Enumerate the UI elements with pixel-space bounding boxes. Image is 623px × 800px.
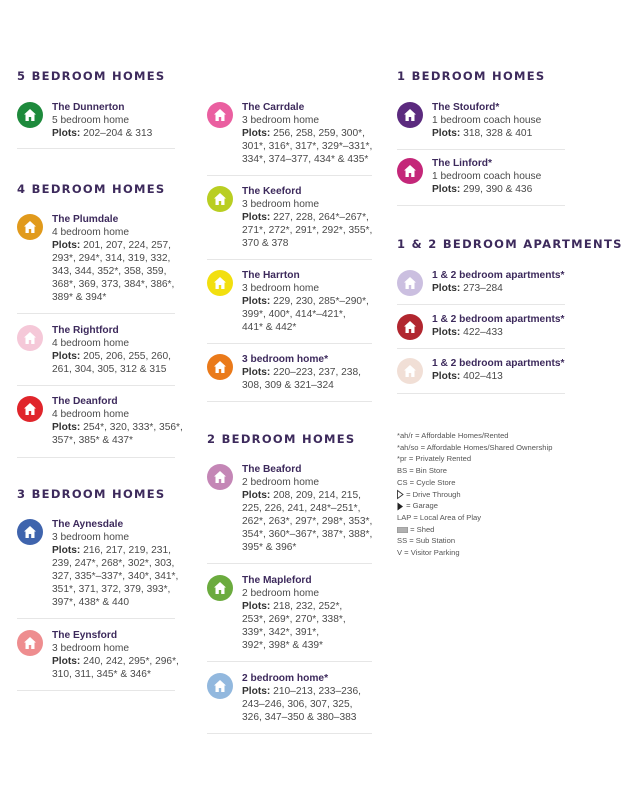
legend-item: LAP = Local Area of Play [397,512,482,522]
plots-label: Plots: [52,422,81,433]
plots-line: 392*, 398* & 439* [242,640,324,651]
section-title-5-bedroom: 5 BEDROOM HOMES [17,69,166,83]
plots-value: 229, 230, 285*–290*, [273,296,369,307]
home-name: The Beaford [242,464,302,475]
plots-label: Plots: [242,686,271,697]
plots-line: 293*, 294*, 314, 319, 332, [52,253,171,264]
divider [397,393,565,394]
home-type: 3 bedroom home [52,643,130,654]
home-name: The Dunnerton [52,102,125,113]
home-type: 1 bedroom coach house [432,115,542,126]
divider [17,618,175,619]
house-icon [207,270,233,296]
home-name: The Linford* [432,158,492,169]
home-name: The Plumdale [52,214,119,225]
divider [17,148,175,149]
plots-line: 301*, 316*, 317*, 329*–331*, [242,141,373,152]
divider [397,205,565,206]
legend-label: = Shed [408,524,435,534]
plots-value: 208, 209, 214, 215, [273,490,361,501]
plots-value: 240, 242, 295*, 296*, [83,656,179,667]
plots-line: 389* & 394* [52,292,107,303]
plots-line: 253*, 269*, 270*, 338*, [242,614,346,625]
plots-label: Plots: [432,128,461,139]
plots-value: 318, 328 & 401 [463,128,533,139]
house-icon [207,354,233,380]
home-name: The Carrdale [242,102,305,113]
plots-label: Plots: [52,351,81,362]
plots-line: 354*, 360*–367*, 387*, 388*, [242,529,373,540]
plots-value: 210–213, 233–236, [273,686,361,697]
house-icon [17,519,43,545]
plots-label: Plots: [242,212,271,223]
legend-item: *ah/r = Affordable Homes/Rented [397,431,509,440]
home-type: 5 bedroom home [52,115,130,126]
house-icon [207,186,233,212]
plots-line: 271*, 272*, 291*, 292*, 355*, [242,225,373,236]
home-name: 1 & 2 bedroom apartments* [432,358,565,369]
divider [397,149,565,150]
house-icon [17,214,43,240]
legend-item: CS = Cycle Store [397,477,456,487]
plots-line: 397*, 438* & 440 [52,597,130,608]
plots-label: Plots: [52,240,81,251]
divider [397,304,565,305]
house-icon [207,673,233,699]
divider [17,457,175,458]
house-icon [397,314,423,340]
divider [17,313,175,314]
plots-label: Plots: [52,128,81,139]
plots-value: 218, 232, 252*, [273,601,343,612]
plots-line: 334*, 374–377, 434* & 435* [242,154,369,165]
section-title-1-bedroom: 1 BEDROOM HOMES [397,69,546,83]
legend-item: SS = Sub Station [397,536,456,546]
plots-line: 339*, 342*, 391*, [242,627,320,638]
legend-label: = Drive Through [404,489,461,499]
home-name: The Eynsford [52,630,118,641]
plots-value: 256, 258, 259, 300*, [273,128,365,139]
plots-value: 254*, 320, 333*, 356*, [83,422,183,433]
section-title-2-bedroom: 2 BEDROOM HOMES [207,432,356,446]
home-type: 1 bedroom coach house [432,171,542,182]
garage-icon [397,502,404,511]
plots-label: Plots: [52,545,81,556]
plots-label: Plots: [432,371,461,382]
plots-label: Plots: [52,656,81,667]
legend-item: *pr = Privately Rented [397,454,472,464]
plots-value: 202–204 & 313 [83,128,153,139]
legend-item-garage [397,500,552,512]
plots-line: 399*, 400*, 414*–421*, [242,309,346,320]
home-type: 4 bedroom home [52,409,130,420]
divider [207,733,372,734]
home-type: 3 bedroom home [52,532,130,543]
home-name: The Rightford [52,325,119,336]
home-name: 2 bedroom home* [242,673,329,684]
house-icon [397,102,423,128]
legend-item: V = Visitor Parking [397,548,460,558]
home-type: 3 bedroom home [242,199,320,210]
plots-line: 243–246, 306, 307, 325, [242,699,353,710]
plots-label: Plots: [432,283,461,294]
home-name: The Deanford [52,396,118,407]
divider [207,401,372,402]
plots-value: 273–284 [463,283,503,294]
home-name: The Stouford* [432,102,500,113]
drive-through-icon [397,490,404,499]
plots-label: Plots: [242,490,271,501]
plots-line: 357*, 385* & 437* [52,435,134,446]
plots-line: 225, 226, 241, 248*–251*, [242,503,361,514]
home-type: 4 bedroom home [52,338,130,349]
house-icon [397,358,423,384]
plots-value: 216, 217, 219, 231, [83,545,171,556]
home-name: 1 & 2 bedroom apartments* [432,314,565,325]
plots-label: Plots: [242,601,271,612]
section-title-4-bedroom: 4 BEDROOM HOMES [17,182,166,196]
divider [207,661,372,662]
house-icon [207,102,233,128]
section-title-3-bedroom: 3 BEDROOM HOMES [17,487,166,501]
section-title-apartments: 1 & 2 BEDROOM APARTMENTS [397,237,623,251]
divider [397,348,565,349]
plots-value: 220–223, 237, 238, [273,367,361,378]
plots-line: 351*, 371, 372, 379, 393*, [52,584,171,595]
home-name: 3 bedroom home* [242,354,329,365]
plots-line: 310, 311, 345* & 346* [52,669,151,680]
plots-label: Plots: [432,184,461,195]
legend-item: *ah/so = Affordable Homes/Shared Ownership [397,442,553,452]
divider [207,343,372,344]
plots-label: Plots: [242,367,271,378]
plots-value: 402–413 [463,371,503,382]
legend-item-shed [397,524,552,536]
house-icon [207,464,233,490]
home-name: The Harrton [242,270,300,281]
plots-line: 239, 247*, 268*, 302*, 303, [52,558,175,569]
plots-line: 261, 304, 305, 312 & 315 [52,364,167,375]
house-icon [17,102,43,128]
plots-value: 422–433 [463,327,503,338]
home-name: The Keeford [242,186,302,197]
divider [17,690,175,691]
house-icon [397,270,423,296]
divider [17,385,175,386]
plots-value: 205, 206, 255, 260, [83,351,171,362]
divider [207,563,372,564]
home-type: 3 bedroom home [242,283,320,294]
plots-line: 395* & 396* [242,542,297,553]
plots-label: Plots: [242,296,271,307]
legend [397,430,552,559]
plots-line: 370 & 378 [242,238,289,249]
plots-label: Plots: [242,128,271,139]
plots-value: 227, 228, 264*–267*, [273,212,369,223]
house-icon [17,396,43,422]
home-name: 1 & 2 bedroom apartments* [432,270,565,281]
shed-icon [397,527,408,533]
legend-item: BS = Bin Store [397,466,448,476]
plots-value: 299, 390 & 436 [463,184,533,195]
home-type: 4 bedroom home [52,227,130,238]
home-type: 3 bedroom home [242,115,320,126]
home-type: 2 bedroom home [242,588,320,599]
legend-item-drive-through [397,489,552,501]
house-icon [17,325,43,351]
legend-label: = Garage [404,501,438,511]
plots-line: 441* & 442* [242,322,297,333]
house-icon [397,158,423,184]
plots-line: 262*, 263*, 297*, 298*, 353*, [242,516,373,527]
plots-line: 343, 344, 352*, 358, 359, [52,266,167,277]
plots-line: 326, 347–350 & 380–383 [242,712,357,723]
home-name: The Mapleford [242,575,312,586]
plots-line: 368*, 369, 373, 384*, 386*, [52,279,175,290]
divider [207,259,372,260]
plots-label: Plots: [432,327,461,338]
home-name: The Aynesdale [52,519,124,530]
divider [207,175,372,176]
plots-value: 201, 207, 224, 257, [83,240,171,251]
home-type: 2 bedroom home [242,477,320,488]
plots-line: 327, 335*–337*, 340*, 341*, [52,571,179,582]
house-icon [207,575,233,601]
house-icon [17,630,43,656]
plots-line: 308, 309 & 321–324 [242,380,334,391]
